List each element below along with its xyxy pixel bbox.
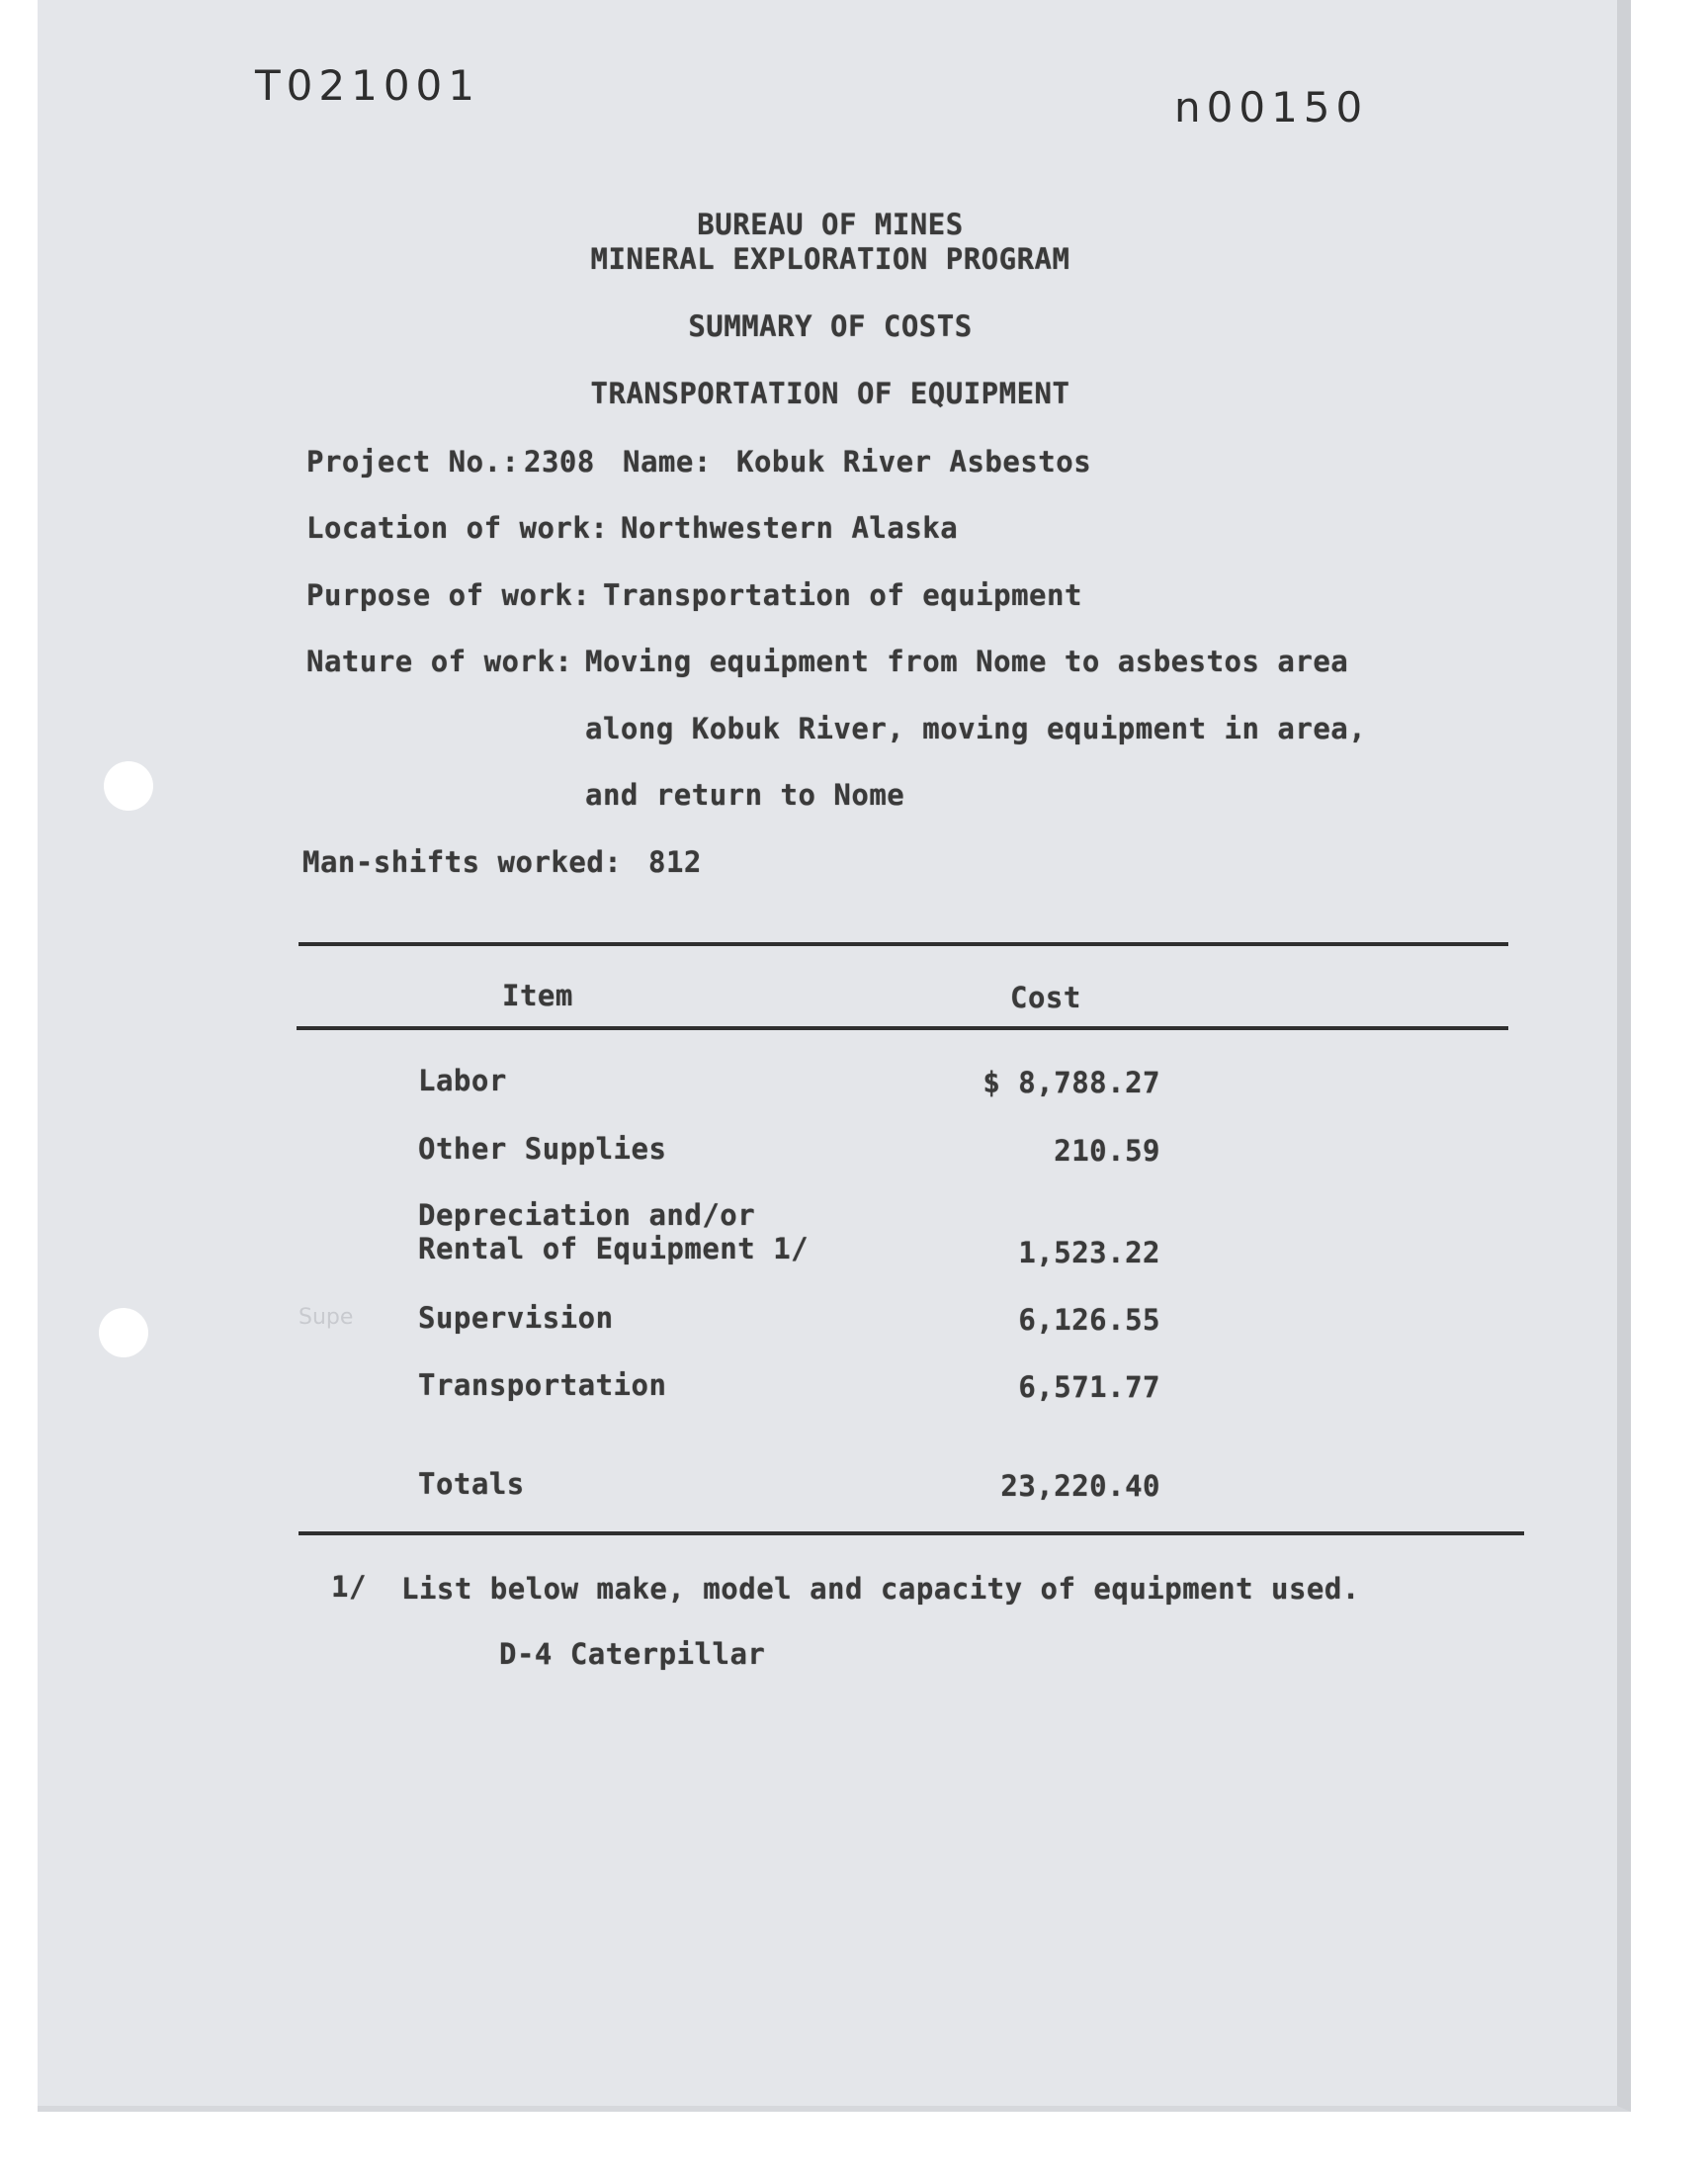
row-depreciation-item-line2: Rental of Equipment 1/ [418, 1232, 810, 1265]
row-supervision-item: Supervision [418, 1301, 614, 1335]
nature-line-2: along Kobuk River, moving equipment in area, [585, 712, 1367, 745]
row-supervision-cost: 6,126.55 [1018, 1303, 1160, 1337]
column-header-item: Item [502, 979, 573, 1012]
row-transportation-item: Transportation [418, 1368, 667, 1402]
row-transportation-cost: 6,571.77 [1018, 1370, 1160, 1404]
row-supplies-cost: 210.59 [1054, 1134, 1160, 1168]
column-header-cost: Cost [1010, 981, 1081, 1014]
row-labor-item: Labor [418, 1064, 507, 1097]
location-label: Location of work: [306, 511, 609, 545]
project-name: Kobuk River Asbestos [736, 445, 1092, 478]
nature-line-3: and return to Nome [585, 778, 905, 812]
stamp-right: n00150 [1174, 83, 1369, 131]
stamp-left: T021001 [255, 61, 480, 110]
header-transport: TRANSPORTATION OF EQUIPMENT [590, 377, 1070, 410]
purpose-label: Purpose of work: [306, 578, 591, 612]
location-value: Northwestern Alaska [621, 511, 959, 545]
table-header-rule [297, 1026, 1508, 1030]
project-label: Project No.: [306, 445, 520, 478]
equipment-value: D-4 Caterpillar [499, 1637, 766, 1671]
row-depreciation-item: Depreciation and/or [418, 1198, 756, 1232]
nature-label: Nature of work: [306, 645, 573, 678]
purpose-value: Transportation of equipment [603, 578, 1082, 612]
punch-hole-lower [99, 1308, 148, 1357]
totals-value: 23,220.40 [1000, 1469, 1160, 1503]
row-labor-cost: $ 8,788.27 [982, 1066, 1160, 1099]
margin-ghost-text: Supe [299, 1305, 354, 1330]
footnote-marker: 1/ [331, 1570, 367, 1604]
header-bureau: BUREAU OF MINES [697, 208, 964, 241]
footnote-text: List below make, model and capacity of equipment used. [401, 1572, 1360, 1606]
totals-label: Totals [418, 1467, 525, 1501]
punch-hole-upper [104, 761, 153, 811]
header-program: MINERAL EXPLORATION PROGRAM [590, 242, 1070, 276]
manshifts-value: 812 [648, 845, 702, 879]
project-number: 2308 [524, 445, 595, 478]
nature-line-1: Moving equipment from Nome to asbestos area [585, 645, 1349, 678]
manshifts-label: Man-shifts worked: [302, 845, 623, 879]
name-label: Name: [623, 445, 712, 478]
table-top-rule [299, 942, 1508, 946]
row-depreciation-cost: 1,523.22 [1018, 1236, 1160, 1269]
table-bottom-rule [299, 1531, 1524, 1535]
row-supplies-item: Other Supplies [418, 1132, 667, 1166]
header-summary: SUMMARY OF COSTS [688, 309, 973, 343]
